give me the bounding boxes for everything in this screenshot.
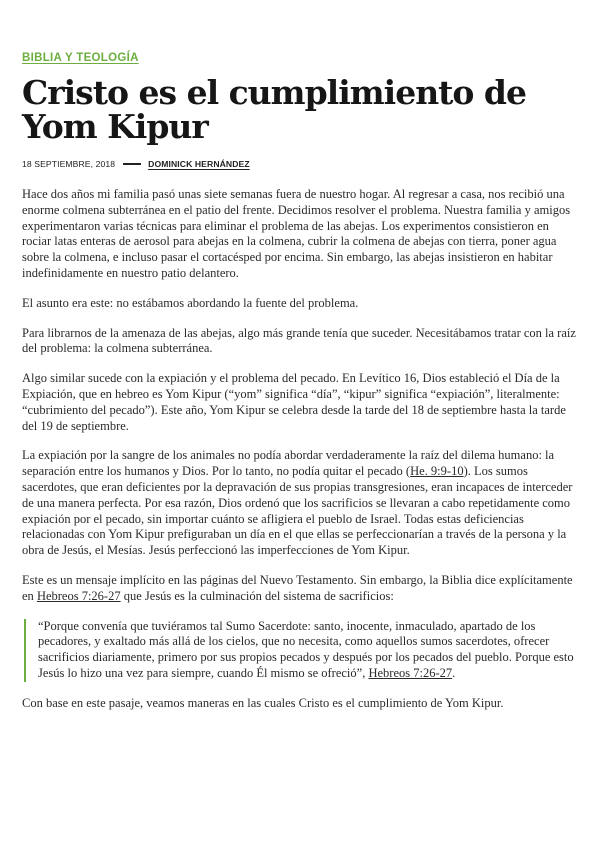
- paragraph-4: Algo similar sucede con la expiación y el problema del pecado. En Levítico 16, Dios estableció el Día de la Expiación, que en hebreo es Yom Kipur (“yom” significa “día”, “kipur” significa “expiación”, literalmente: “cubrimiento del pecado”). Este año, Yom Kipur se celebra desde la tarde del 18 de septiembre hasta la tarde del 19 de septiembre.: [22, 371, 566, 433]
- paragraph-7: Con base en este pasaje, veamos maneras en las cuales Cristo es el cumplimiento de Yom Kipur.: [22, 695, 504, 710]
- category-link[interactable]: BIBLIA Y TEOLOGÍA: [22, 52, 139, 64]
- quote-end: .: [452, 665, 456, 680]
- scripture-link-hebrews-9[interactable]: He. 9:9-10: [410, 464, 464, 479]
- article-title: Cristo es el cumplimiento de Yom Kipur: [22, 73, 526, 146]
- paragraph-5: [22, 448, 578, 559]
- quote-scripture-link[interactable]: Hebreos 7:26-27: [368, 665, 453, 680]
- article-meta: [22, 158, 578, 170]
- scripture-link-hebrews-7[interactable]: Hebreos 7:26-27: [36, 588, 121, 603]
- meta-divider: [123, 163, 141, 165]
- scripture-quote: [24, 619, 578, 682]
- article: [22, 48, 578, 726]
- paragraph-1: Hace dos años mi familia pasó unas siete semanas fuera de nuestro hogar. Al regresar a casa, nos recibió una enorme colmena subterránea en el patio del frente. Decidimos resolver el problema. Nuestra familia y amigos experimentaron varias técnicas para eliminar el problema de las abejas. Los experimentos consistieron en rociar latas enteras de aerosol para abejas en la colmena, cubrir la colmena de abejas con tierra, poner agua sobre la colmena, e incluso pasar el cortacésped por encima. Sin embargo, las abejas insistieron en habitar indefinidamente en nuestro patio delantero.: [22, 187, 571, 280]
- quote-text: “Porque convenía que tuviéramos tal Sumo Sacerdote: santo, inocente, inmaculado, apartado de los pecadores, y exaltado más allá de los cielos, que no necesita, como aquellos sumos sacerdotes, ofrecer sacrificios diariamente, primero por sus propios pecados y después por los pecados del pueblo. Porque esto Jesús lo hizo una vez para siempre, cuando Él mismo se ofreció”,: [38, 618, 574, 680]
- article-body: [22, 187, 578, 712]
- paragraph-3: Para librarnos de la amenaza de las abejas, algo más grande tenía que suceder. Necesitábamos tratar con la raíz del problema: la colmena subterránea.: [22, 325, 576, 356]
- paragraph-6-text-a: Este es un mensaje implícito en las páginas del Nuevo Testamento. Sin embargo, la Biblia dice explícitamente en: [22, 572, 573, 603]
- paragraph-2: El asunto era este: no estábamos abordando la fuente del problema.: [22, 295, 359, 310]
- paragraph-5-text-a: La expiación por la sangre de los animales no podía abordar verdaderamente la raíz del dilema humano: la separación entre los humanos y Dios. Por lo tanto, no podía quitar el pecado (: [22, 448, 555, 479]
- paragraph-5-text-b: ). Los sumos sacerdotes, que eran deficientes por la depravación de sus propias transgresiones, eran incapaces de interceder de una manera perfecta. Por esa razón, Dios ordenó que los sacrificios se llevaran a cabo repetidamente como expiación por el pecado, sin importar cuánto se afligiera el pueblo de Israel. Todas estas deficiencias relacionadas con Yom Kipur prefiguraban un día en el que ellas se perfeccionarían a través de la persona y la obra de Jesús, el Mesías. Jesús perfeccionó las imperfecciones de Yom Kipur.: [22, 464, 573, 558]
- paragraph-6: [22, 573, 578, 605]
- author-link[interactable]: DOMINICK HERNÁNDEZ: [148, 159, 250, 169]
- paragraph-6-text-b: que Jesús es la culminación del sistema de sacrificios:: [120, 588, 394, 603]
- publish-date: 18 SEPTIEMBRE, 2018: [22, 159, 116, 169]
